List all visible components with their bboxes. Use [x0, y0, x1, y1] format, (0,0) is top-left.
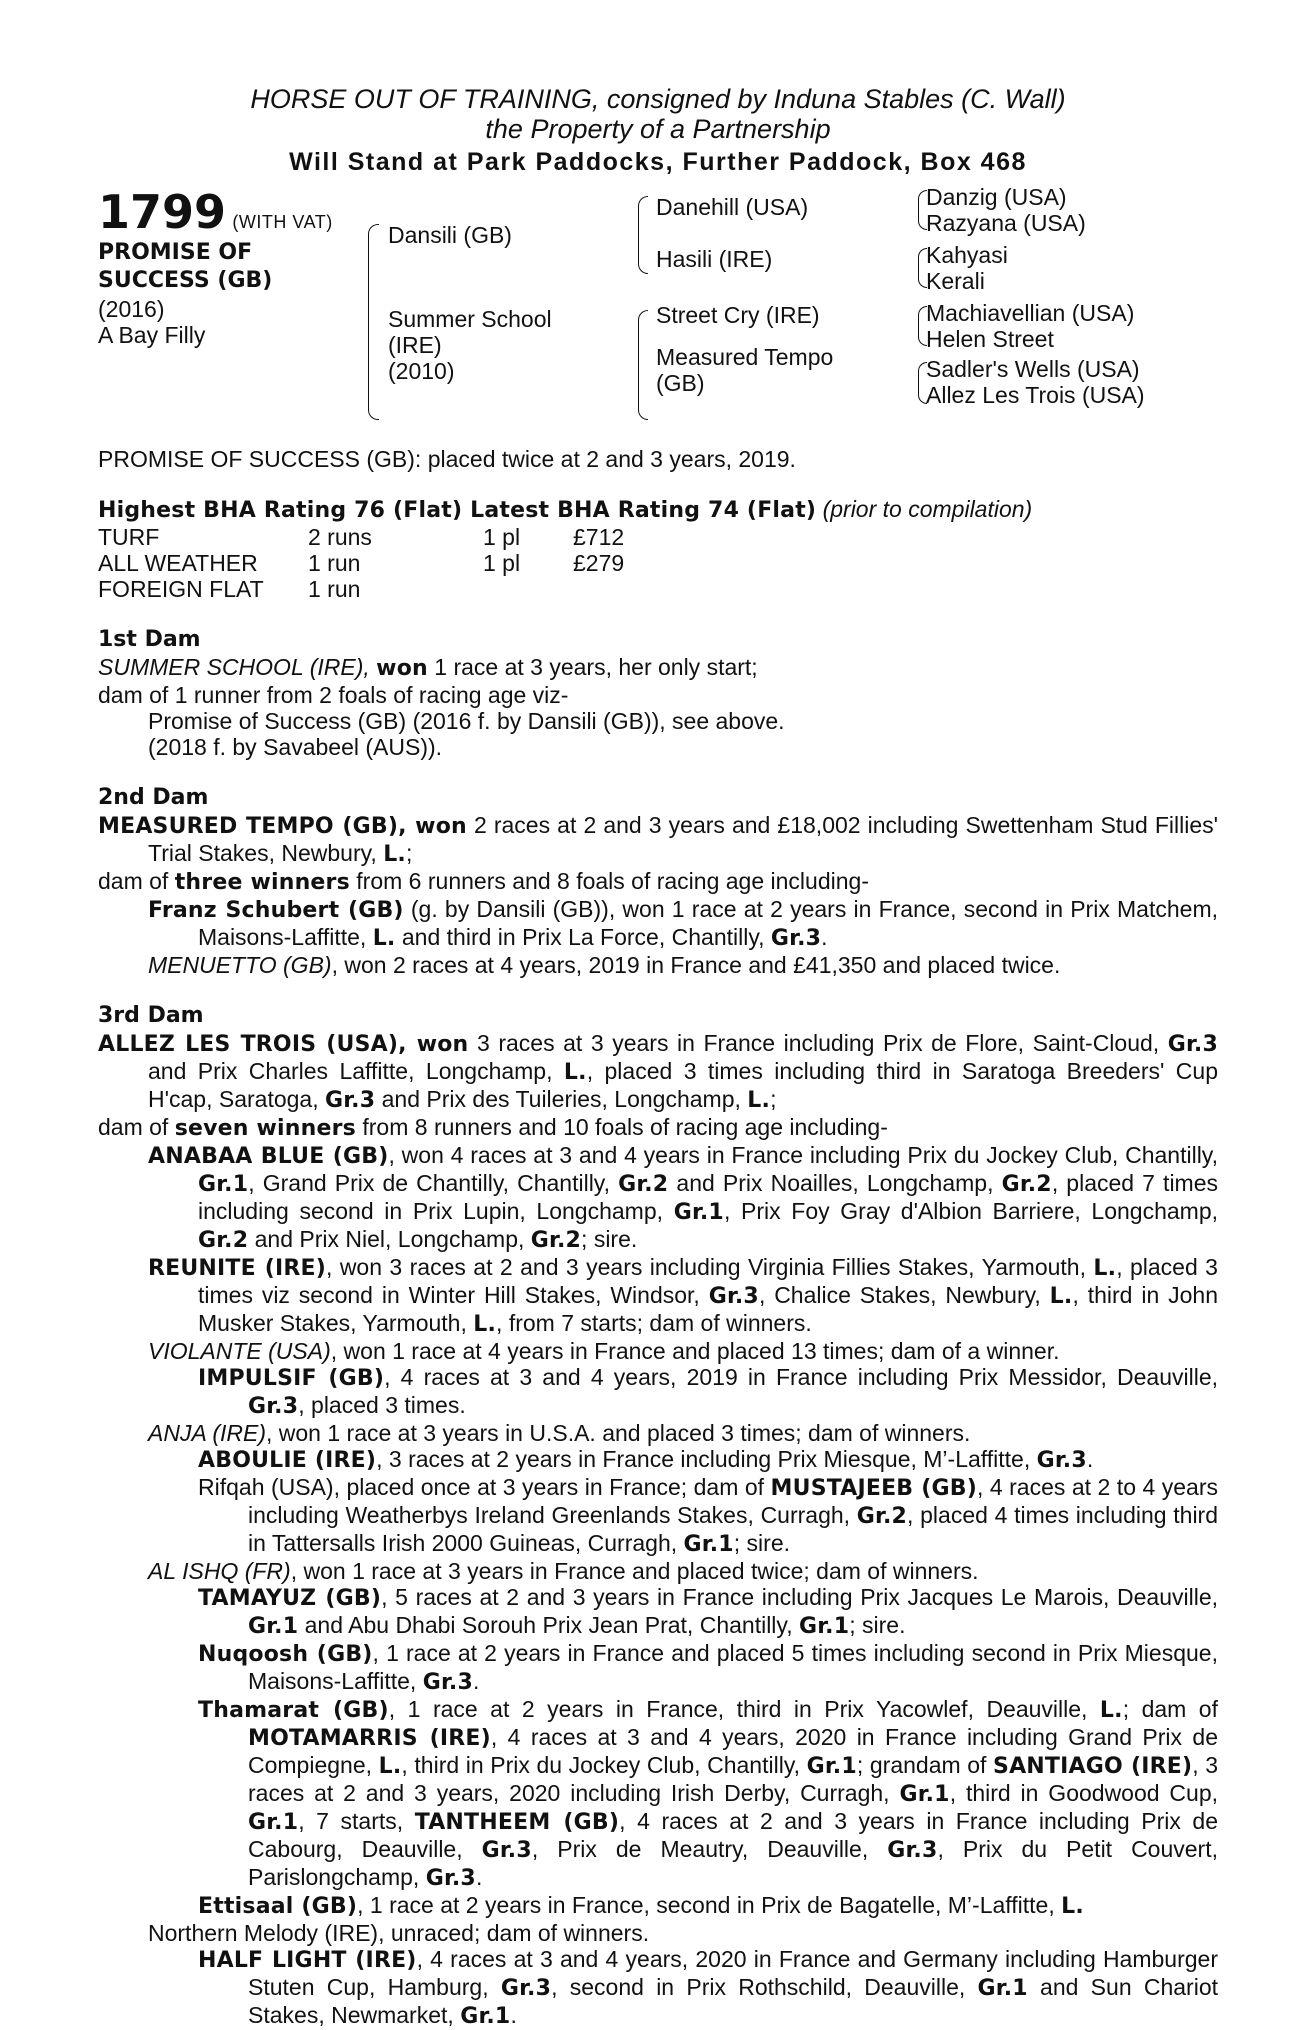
group-mark: Gr.2 — [530, 1228, 582, 1253]
group-mark: Gr.3 — [770, 926, 822, 951]
produce-name: Nuqoosh (GB) — [198, 1642, 373, 1667]
text: from 8 runners and 10 foals of racing age including- — [362, 1114, 888, 1140]
text: , 3 races at 2 and 3 years, 2020 including Irish Derby, Curragh, — [248, 1752, 1219, 1806]
text: , 3 races at 2 years in France including Prix Miesque, M’-Laffitte, — [376, 1446, 1031, 1472]
produce-name: SANTIAGO (IRE) — [993, 1754, 1193, 1779]
ped-sds: Kahyasi — [926, 242, 1008, 268]
runs: 1 run — [308, 576, 361, 602]
text: , from 7 starts; dam of winners. — [496, 1310, 812, 1336]
horse-name-line2: SUCCESS (GB) — [98, 268, 273, 293]
horse-name-line1: PROMISE OF — [98, 240, 253, 265]
dam-name: SUMMER SCHOOL (IRE), — [98, 654, 370, 680]
won-label: won — [376, 656, 428, 681]
runs: 2 runs — [308, 524, 372, 550]
group-mark: Gr.2 — [1001, 1172, 1052, 1197]
group-mark: Gr.1 — [683, 1532, 734, 1557]
group-mark: Gr.2 — [856, 1504, 908, 1529]
group-mark: Gr.3 — [425, 1866, 476, 1891]
text: and Prix Niel, Longchamp, — [254, 1226, 525, 1252]
produce-name: ANABAA BLUE (GB) — [148, 1144, 389, 1169]
ratings-note: (prior to compilation) — [822, 496, 1033, 522]
produce-name: Franz Schubert (GB) — [148, 898, 404, 923]
dam-dam: Measured Tempo — [656, 344, 834, 370]
text: and Prix des Tuileries, Longchamp, — [381, 1086, 741, 1112]
text: , 7 starts, — [298, 1808, 404, 1834]
text: 3 races at 3 years in France including Prix de Flore, Saint-Cloud, — [476, 1030, 1160, 1056]
section-title: 1st Dam — [98, 627, 201, 652]
group-mark: Gr.1 — [198, 1172, 249, 1197]
group-mark: Gr.1 — [799, 1614, 850, 1639]
produce-name: VIOLANTE (USA) — [148, 1338, 331, 1364]
group-mark: Gr.1 — [460, 2004, 511, 2029]
dam-dam-line2: (GB) — [656, 370, 705, 396]
produce-name: TAMAYUZ (GB) — [198, 1586, 382, 1611]
text: , 4 races at 2 to 4 years including Weatherbys Ireland Greenlands Stakes, Curragh, — [248, 1474, 1218, 1528]
punct: . — [1086, 1446, 1094, 1472]
bha-ratings: Highest BHA Rating 76 (Flat) Latest BHA Rating 74 (Flat) — [98, 498, 817, 523]
group-mark: Gr.3 — [500, 1976, 552, 2001]
prize — [573, 576, 653, 602]
dam-year: (2010) — [388, 358, 455, 384]
produce-item: (2018 f. by Savabeel (AUS)). — [148, 734, 443, 760]
pedigree-bracket — [368, 224, 379, 420]
ped-ssd: Razyana (USA) — [926, 210, 1086, 236]
ped-sdd: Kerali — [926, 268, 985, 294]
group-mark: Gr.2 — [198, 1228, 249, 1253]
text: , 5 races at 2 and 3 years in France including Prix Jacques Le Marois, Deauville, — [381, 1584, 1219, 1610]
text: , 1 race at 2 years in France and placed 5 times including second in Prix Miesque, Maisons-Laffitte, — [248, 1640, 1218, 1694]
produce-name: MUSTAJEEB (GB) — [770, 1476, 977, 1501]
listed-mark: L. — [378, 1754, 402, 1779]
text: , third in John Musker Stakes, Yarmouth, — [198, 1282, 1218, 1336]
ped-ddd: Allez Les Trois (USA) — [926, 382, 1145, 408]
group-mark: Gr.3 — [422, 1670, 473, 1695]
placed: 1 pl — [483, 550, 521, 576]
produce-item: Promise of Success (GB) (2016 f. by Dansili (GB)), see above. — [148, 708, 785, 734]
race-record-row — [98, 524, 1218, 550]
group-mark: Gr.1 — [673, 1200, 724, 1225]
runs: 1 run — [308, 550, 361, 576]
text: , 1 race at 2 years in France, second in Prix de Bagatelle, M’-Laffitte, — [357, 1892, 1055, 1918]
first-dam-section — [98, 626, 1218, 760]
text: , won 1 race at 3 years in U.S.A. and placed 3 times; dam of winners. — [266, 1420, 971, 1446]
produce-name: MENUETTO (GB) — [148, 952, 332, 978]
text: , Grand Prix de Chantilly, Chantilly, — [248, 1170, 610, 1196]
dam-name: MEASURED TEMPO (GB), won — [98, 814, 467, 839]
listed-mark: L. — [1099, 1698, 1123, 1723]
text: , Prix du Petit Couvert, Parislongchamp, — [248, 1836, 1218, 1890]
group-mark: Gr.3 — [248, 1394, 299, 1419]
race-record-row — [98, 550, 1218, 576]
text: , placed 7 times including second in Prix Lupin, Longchamp, — [198, 1170, 1219, 1224]
produce-name: ANJA (IRE) — [148, 1420, 266, 1446]
text: , 1 race at 2 years in France, third in Prix Yacowlef, Deauville, — [388, 1696, 1088, 1722]
group-mark: Gr.3 — [1036, 1448, 1087, 1473]
text: and Abu Dhabi Sorouh Prix Jean Prat, Chantilly, — [304, 1612, 793, 1638]
pedigree-bracket — [638, 310, 648, 420]
dam: Summer School — [388, 306, 552, 332]
produce-name: REUNITE (IRE) — [148, 1256, 327, 1281]
section-title: 3rd Dam — [98, 1003, 204, 1028]
text: , won 2 races at 4 years, 2019 in France and £41,350 and placed twice. — [331, 952, 1061, 978]
dam-sire: Street Cry (IRE) — [656, 302, 820, 328]
text: (g. by Dansili (GB)), won 1 race at 2 years in France, second in Prix Matchem, Maisons-Laffitte, — [198, 896, 1218, 950]
listed-mark: L. — [1049, 1284, 1073, 1309]
lot-number: 1799 (WITH VAT) — [98, 185, 333, 239]
text: , Chalice Stakes, Newbury, — [758, 1282, 1041, 1308]
punct: . — [472, 1668, 480, 1694]
text: dam of — [98, 868, 169, 894]
text: from 6 runners and 8 foals of racing age including- — [356, 868, 869, 894]
sire: Dansili (GB) — [388, 222, 512, 248]
punct: ; — [405, 840, 413, 866]
winners-count: seven winners — [174, 1116, 356, 1141]
text: ; sire. — [849, 1612, 906, 1638]
text: , won 1 race at 3 years in France and placed twice; dam of winners. — [290, 1558, 979, 1584]
text: dam of — [98, 1114, 169, 1140]
listed-mark: L. — [372, 926, 396, 951]
produce-summary: dam of 1 runner from 2 foals of racing age viz- — [98, 682, 569, 708]
text: and Prix Noailles, Longchamp, — [676, 1170, 994, 1196]
dam-record: 2 races at 2 and 3 years and £18,002 including Swettenham Stud Fillies' Trial Stakes, Newbury, — [148, 812, 1219, 866]
text: and Sun Chariot Stakes, Newmarket, — [248, 1974, 1219, 2028]
ownership-line: the Property of a Partnership — [485, 114, 831, 144]
text: ; dam of — [1122, 1696, 1218, 1722]
listed-mark: L. — [747, 1088, 771, 1113]
text: and third in Prix La Force, Chantilly, — [401, 924, 765, 950]
surface: FOREIGN FLAT — [98, 576, 264, 602]
text: , 4 races at 3 and 4 years, 2020 in France and Germany including Hamburger Stuten Cup, Hamburg, — [248, 1946, 1218, 2000]
group-mark: Gr.1 — [806, 1754, 857, 1779]
group-mark: Gr.3 — [708, 1284, 759, 1309]
listed-mark: L. — [473, 1312, 497, 1337]
dam-record: 1 race at 3 years, her only start; — [434, 654, 758, 680]
produce-name: ABOULIE (IRE) — [198, 1448, 377, 1473]
text: , 4 races at 2 and 3 years in France including Prix de Cabourg, Deauville, — [248, 1808, 1218, 1862]
produce-name: AL ISHQ (FR) — [148, 1558, 291, 1584]
text: , 4 races at 3 and 4 years, 2020 in France including Grand Prix de Compiegne, — [248, 1724, 1218, 1778]
listed-mark: L. — [563, 1060, 587, 1085]
pedigree-block — [98, 184, 1218, 436]
sire-dam: Hasili (IRE) — [656, 246, 773, 272]
group-mark: Gr.3 — [1167, 1032, 1218, 1057]
dam-name: ALLEZ LES TROIS (USA), won — [98, 1032, 469, 1057]
text: , Prix de Meautry, Deauville, — [531, 1836, 869, 1862]
dam-line2: (IRE) — [388, 332, 442, 358]
race-summary: PROMISE OF SUCCESS (GB): placed twice at 2 and 3 years, 2019. — [98, 446, 796, 472]
text: ; sire. — [733, 1530, 791, 1556]
punct: ; — [770, 1086, 777, 1112]
ped-sss: Danzig (USA) — [926, 184, 1067, 210]
surface: TURF — [98, 524, 160, 550]
text: ; grandam of — [856, 1752, 987, 1778]
text: , won 4 races at 3 and 4 years in France including Prix du Jockey Club, Chantilly, — [388, 1142, 1218, 1168]
text: , third in Prix du Jockey Club, Chantilly, — [401, 1752, 801, 1778]
produce-name: Ettisaal (GB) — [198, 1894, 358, 1919]
text: , placed 3 times viz second in Winter Hill Stakes, Windsor, — [198, 1254, 1218, 1308]
group-mark: Gr.3 — [887, 1838, 938, 1863]
text: , 4 races at 3 and 4 years, 2019 in France including Prix Messidor, Deauville, — [384, 1364, 1218, 1390]
group-mark: Gr.1 — [248, 1810, 299, 1835]
foaling-year: (2016) — [98, 296, 165, 322]
text: , placed 3 times including third in Saratoga Breeders' Cup H'cap, Saratoga, — [148, 1058, 1219, 1112]
text: Rifqah (USA), placed once at 3 years in France; dam of — [198, 1474, 765, 1500]
race-record-row — [98, 576, 1218, 602]
text: and Prix Charles Laffitte, Longchamp, — [148, 1058, 553, 1084]
placed: 1 pl — [483, 524, 521, 550]
group-mark: Gr.1 — [977, 1976, 1028, 2001]
text: , Prix Foy Gray d'Albion Barriere, Longchamp, — [723, 1198, 1219, 1224]
pedigree-bracket — [638, 196, 648, 274]
produce-item: Northern Melody (IRE), unraced; dam of winners. — [148, 1920, 650, 1946]
stabling-line: Will Stand at Park Paddocks, Further Paddock, Box 468 — [289, 148, 1027, 176]
group-mark: Gr.3 — [325, 1088, 376, 1113]
surface: ALL WEATHER — [98, 550, 258, 576]
prize: £279 — [573, 550, 625, 576]
punct: . — [475, 1864, 483, 1890]
punct: . — [510, 2002, 517, 2028]
text: , placed 4 times including third in Tattersalls Irish 2000 Guineas, Curragh, — [248, 1502, 1219, 1556]
listed-mark: L. — [1093, 1256, 1117, 1281]
section-title: 2nd Dam — [98, 785, 209, 810]
placed — [483, 576, 573, 602]
listed-mark: L. — [1061, 1894, 1084, 1919]
text: ; sire. — [581, 1226, 638, 1252]
text: , third in Goodwood Cup, — [949, 1780, 1219, 1806]
group-mark: Gr.3 — [481, 1838, 532, 1863]
produce-name: HALF LIGHT (IRE) — [198, 1948, 417, 1973]
group-mark: Gr.1 — [899, 1782, 950, 1807]
produce-name: MOTAMARRIS (IRE) — [248, 1726, 491, 1751]
produce-name: IMPULSIF (GB) — [198, 1366, 385, 1391]
produce-name: TANTHEEM (GB) — [414, 1810, 620, 1835]
ped-dss: Machiavellian (USA) — [926, 300, 1135, 326]
ped-dsd: Helen Street — [926, 326, 1054, 352]
sire-sire: Danehill (USA) — [656, 194, 809, 220]
catalogue-page — [98, 84, 1218, 2030]
text: , won 1 race at 4 years in France and placed 13 times; dam of a winner. — [330, 1338, 1060, 1364]
second-dam-section — [98, 784, 1218, 978]
punct: . — [821, 924, 828, 950]
third-dam-section — [98, 1002, 1218, 2030]
group-mark: Gr.2 — [618, 1172, 669, 1197]
ratings-section — [98, 496, 1218, 602]
consignor-line: HORSE OUT OF TRAINING, consigned by Induna Stables (C. Wall) — [250, 84, 1066, 114]
winners-count: three winners — [174, 870, 350, 895]
text: , won 3 races at 2 and 3 years including Virginia Fillies Stakes, Yarmouth, — [326, 1254, 1086, 1280]
text: , second in Prix Rothschild, Deauville, — [551, 1974, 966, 2000]
ped-dds: Sadler's Wells (USA) — [926, 356, 1140, 382]
produce-name: Thamarat (GB) — [198, 1698, 389, 1723]
listed-mark: L. — [383, 842, 406, 867]
vat-note: (WITH VAT) — [232, 212, 333, 232]
group-mark: Gr.1 — [248, 1614, 299, 1639]
horse-description: A Bay Filly — [98, 322, 206, 348]
prize: £712 — [573, 524, 625, 550]
text: , placed 3 times. — [298, 1392, 466, 1418]
